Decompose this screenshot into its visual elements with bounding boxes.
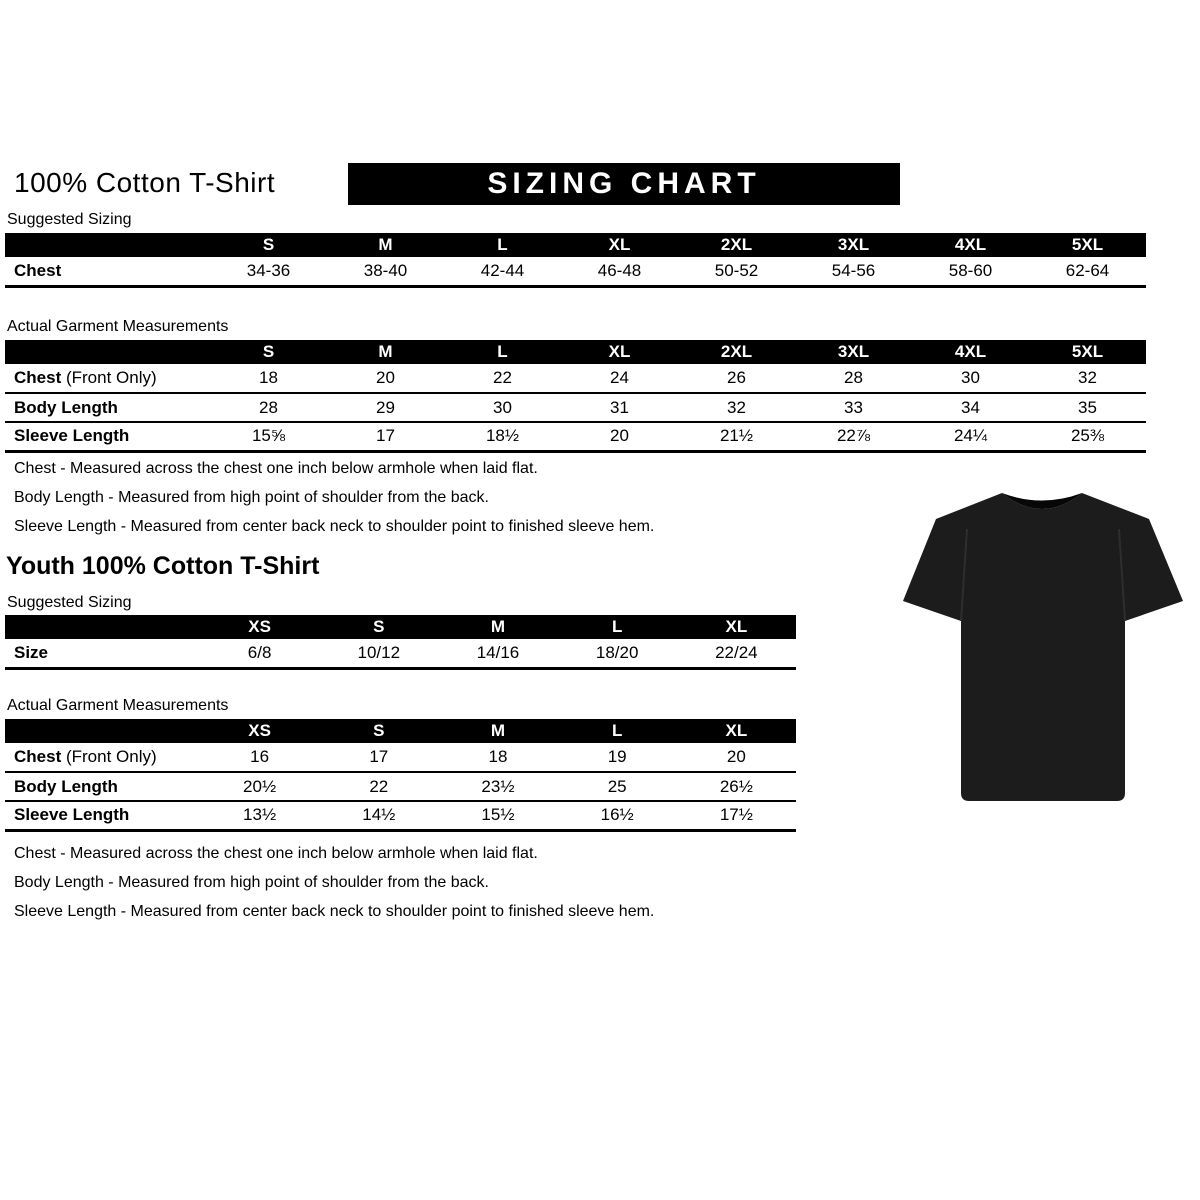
- measurement-row: [5, 422, 1146, 451]
- size-table: [5, 340, 1146, 453]
- measurement-cell: 6/8: [200, 639, 319, 668]
- note-line: Body Length - Measured from high point of shoulder from the back.: [14, 874, 489, 891]
- measurement-cell: 58-60: [912, 257, 1029, 286]
- measurement-cell: 19: [558, 743, 677, 772]
- tshirt-image: [899, 477, 1186, 820]
- youth-notes: [14, 845, 654, 932]
- measurement-cell: 16½: [558, 801, 677, 830]
- measurement-cell: 20: [677, 743, 796, 772]
- measurement-cell: 46-48: [561, 257, 678, 286]
- size-column-header: 4XL: [912, 340, 1029, 364]
- measurement-cell: 24¼: [912, 422, 1029, 451]
- measurement-row: [5, 393, 1146, 422]
- note-line: Sleeve Length - Measured from center back neck to shoulder point to finished sleeve hem.: [14, 518, 655, 535]
- size-column-header: 5XL: [1029, 233, 1146, 257]
- corner-cell: [5, 233, 210, 257]
- measurement-row: [5, 743, 796, 772]
- size-header-row: [5, 340, 1146, 364]
- row-label: Chest (Front Only): [5, 364, 210, 393]
- size-column-header: S: [319, 615, 438, 639]
- measurement-cell: 42-44: [444, 257, 561, 286]
- measurement-cell: 15⅝: [210, 422, 327, 451]
- measurement-cell: 14/16: [438, 639, 557, 668]
- youth-title: Youth 100% Cotton T-Shirt: [6, 552, 320, 580]
- measurement-cell: 28: [795, 364, 912, 393]
- measurement-cell: 10/12: [319, 639, 438, 668]
- size-column-header: L: [558, 719, 677, 743]
- measurement-cell: 24: [561, 364, 678, 393]
- size-column-header: L: [444, 340, 561, 364]
- size-table: [5, 615, 796, 670]
- youth-suggested-table: [5, 615, 796, 670]
- adult-notes: [14, 460, 654, 547]
- size-column-header: XL: [677, 719, 796, 743]
- adult-actual-table: [5, 340, 1146, 453]
- measurement-cell: 30: [912, 364, 1029, 393]
- measurement-cell: 22: [319, 772, 438, 801]
- measurement-cell: 22⅞: [795, 422, 912, 451]
- measurement-cell: 20: [561, 422, 678, 451]
- measurement-cell: 26½: [677, 772, 796, 801]
- youth-suggested-label: Suggested Sizing: [7, 594, 132, 611]
- measurement-cell: 28: [210, 393, 327, 422]
- measurement-cell: 30: [444, 393, 561, 422]
- note-line: Body Length - Measured from high point of shoulder from the back.: [14, 489, 489, 506]
- size-column-header: S: [319, 719, 438, 743]
- youth-actual-table: [5, 719, 796, 832]
- measurement-cell: 35: [1029, 393, 1146, 422]
- row-label: Body Length: [5, 772, 200, 801]
- measurement-cell: 18: [438, 743, 557, 772]
- measurement-cell: 13½: [200, 801, 319, 830]
- row-label: Chest (Front Only): [5, 743, 200, 772]
- measurement-cell: 22: [444, 364, 561, 393]
- size-column-header: M: [438, 615, 557, 639]
- size-column-header: S: [210, 340, 327, 364]
- size-table: [5, 719, 796, 832]
- adult-suggested-table: [5, 233, 1146, 288]
- row-label: Chest: [5, 257, 210, 286]
- size-column-header: XL: [561, 233, 678, 257]
- measurement-cell: 18/20: [558, 639, 677, 668]
- size-column-header: 3XL: [795, 233, 912, 257]
- size-column-header: 5XL: [1029, 340, 1146, 364]
- size-column-header: L: [444, 233, 561, 257]
- measurement-cell: 18½: [444, 422, 561, 451]
- measurement-cell: 32: [678, 393, 795, 422]
- measurement-cell: 21½: [678, 422, 795, 451]
- measurement-cell: 38-40: [327, 257, 444, 286]
- size-column-header: XS: [200, 615, 319, 639]
- size-column-header: XL: [677, 615, 796, 639]
- size-column-header: 4XL: [912, 233, 1029, 257]
- measurement-cell: 34-36: [210, 257, 327, 286]
- measurement-cell: 34: [912, 393, 1029, 422]
- corner-cell: [5, 615, 200, 639]
- size-column-header: XL: [561, 340, 678, 364]
- size-column-header: 2XL: [678, 233, 795, 257]
- measurement-cell: 25: [558, 772, 677, 801]
- measurement-cell: 31: [561, 393, 678, 422]
- measurement-cell: 15½: [438, 801, 557, 830]
- measurement-cell: 20½: [200, 772, 319, 801]
- row-label: Size: [5, 639, 200, 668]
- corner-cell: [5, 340, 210, 364]
- tshirt-body: [903, 493, 1183, 801]
- tshirt-silhouette: [899, 477, 1186, 820]
- measurement-cell: 26: [678, 364, 795, 393]
- measurement-row: [5, 639, 796, 668]
- row-label: Sleeve Length: [5, 422, 210, 451]
- adult-actual-label: Actual Garment Measurements: [7, 318, 229, 335]
- size-header-row: [5, 615, 796, 639]
- measurement-cell: 33: [795, 393, 912, 422]
- measurement-cell: 50-52: [678, 257, 795, 286]
- measurement-cell: 32: [1029, 364, 1146, 393]
- sizing-chart-banner: SIZING CHART: [348, 163, 900, 205]
- measurement-row: [5, 801, 796, 830]
- size-column-header: L: [558, 615, 677, 639]
- size-column-header: S: [210, 233, 327, 257]
- measurement-cell: 29: [327, 393, 444, 422]
- measurement-cell: 25⅜: [1029, 422, 1146, 451]
- measurement-cell: 54-56: [795, 257, 912, 286]
- size-header-row: [5, 233, 1146, 257]
- measurement-cell: 16: [200, 743, 319, 772]
- measurement-row: [5, 772, 796, 801]
- size-column-header: M: [438, 719, 557, 743]
- size-table: [5, 233, 1146, 288]
- note-line: Sleeve Length - Measured from center back neck to shoulder point to finished sleeve hem.: [14, 903, 655, 920]
- measurement-cell: 17: [327, 422, 444, 451]
- measurement-cell: 14½: [319, 801, 438, 830]
- measurement-cell: 20: [327, 364, 444, 393]
- measurement-row: [5, 257, 1146, 286]
- measurement-cell: 62-64: [1029, 257, 1146, 286]
- youth-actual-label: Actual Garment Measurements: [7, 697, 229, 714]
- corner-cell: [5, 719, 200, 743]
- row-label: Sleeve Length: [5, 801, 200, 830]
- size-column-header: M: [327, 340, 444, 364]
- size-column-header: 2XL: [678, 340, 795, 364]
- measurement-cell: 23½: [438, 772, 557, 801]
- size-header-row: [5, 719, 796, 743]
- adult-suggested-label: Suggested Sizing: [7, 211, 132, 228]
- row-label: Body Length: [5, 393, 210, 422]
- measurement-cell: 18: [210, 364, 327, 393]
- note-line: Chest - Measured across the chest one inch below armhole when laid flat.: [14, 460, 538, 477]
- measurement-row: [5, 364, 1146, 393]
- adult-title: 100% Cotton T-Shirt: [14, 167, 276, 198]
- measurement-cell: 22/24: [677, 639, 796, 668]
- measurement-cell: 17: [319, 743, 438, 772]
- note-line: Chest - Measured across the chest one inch below armhole when laid flat.: [14, 845, 538, 862]
- size-column-header: 3XL: [795, 340, 912, 364]
- size-column-header: M: [327, 233, 444, 257]
- measurement-cell: 17½: [677, 801, 796, 830]
- size-column-header: XS: [200, 719, 319, 743]
